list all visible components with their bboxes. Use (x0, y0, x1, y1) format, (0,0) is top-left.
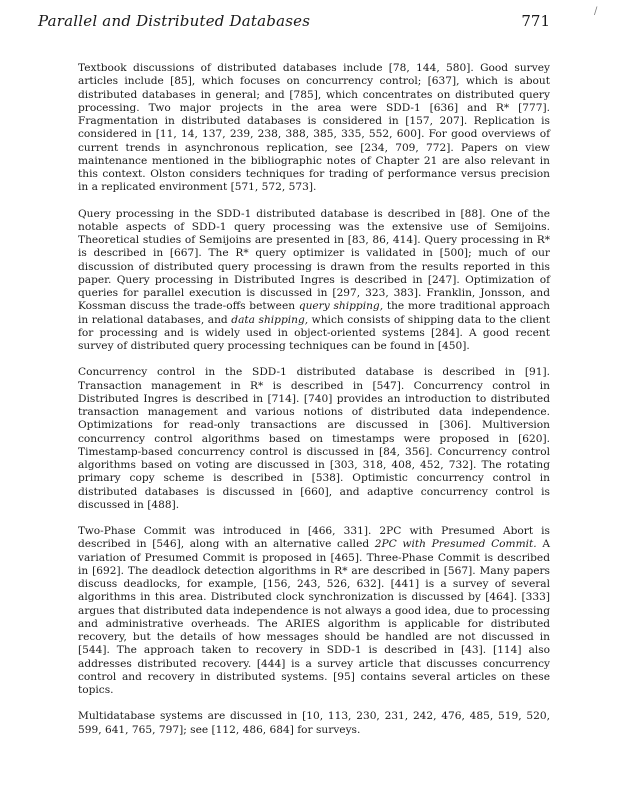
page-header (38, 12, 550, 30)
emphasis-2pc-presumed-commit: 2PC with Presumed Commit. (374, 538, 537, 551)
paragraph-text-segment: which consists of shipping data to the client for processing and is widely used in object-oriented systems [284]. A good recent survey of distributed query processing techniques can be found in [450]. (78, 313, 550, 352)
paragraph-text-segment: Two-Phase Commit was introduced in [466, 331]. 2PC with Presumed Abort is described in [546], along with an alternative called (78, 525, 550, 551)
emphasis-data-shipping: data shipping, (231, 313, 309, 326)
paragraph-text-segment: A variation of Presumed Commit is proposed in [465]. Three-Phase Commit is described in [692]. The deadlock detection algorithms in R* are described in [567]. Many papers discuss deadlocks, for example, [156, 243, 526, 632]. [441] is a survey of several algorithms in this area. Distributed clock synchronization is discussed by [464]. [333] argues that distributed data independence is not always a good idea, due to processing and administrative overheads. The ARIES algorithm is applicable for distributed recovery, but the details of how messages should be handled are not discussed in [544]. The approach taken to recovery in SDD-1 is described in [43]. [114] also addresses distributed recovery. [444] is a survey article that discusses concurrency control and recovery in distributed systems. [95] contains several articles on these topics. (78, 538, 550, 696)
paragraph-distributed-databases-overview: Textbook discussions of distributed databases include [78, 144, 580]. Good survey articles include [85], which focuses on concurrency control; [637], which is about distributed databases in general; and [785], which concentrates on distributed query processing. Two major projects in the area were SDD-1 [636] and R* [777]. Fragmentation in distributed databases is considered in [157, 207]. Replication is considered in [11, 14, 137, 239, 238, 388, 385, 335, 552, 600]. For good overviews of current trends in asynchronous replication, see [234, 709, 772]. Papers on view maintenance mentioned in the bibliographic notes of Chapter 21 are also relevant in this context. Olston considers techniques for trading of performance versus precision in a replicated environment [571, 572, 573]. (78, 62, 550, 194)
paragraph-concurrency-control: Concurrency control in the SDD-1 distributed database is described in [91]. Transaction management in R* is described in [547]. Concurrency control in Distributed Ingres is described in [714]. [740] provides an introduction to distributed transaction management and various notions of distributed data independence. Optimizations for read-only transactions are discussed in [306]. Multiversion concurrency control algorithms based on timestamps were proposed in [620]. Timestamp-based concurrency control is discussed in [84, 356]. Concurrency control algorithms based on voting are discussed in [303, 318, 408, 452, 732]. The rotating primary copy scheme is described in [538]. Optimistic concurrency control in distributed databases is discussed in [660], and adaptive concurrency control is discussed in [488]. (78, 366, 550, 511)
page-number: 771 (521, 12, 550, 30)
bibliographic-notes-body (78, 62, 550, 750)
paragraph-commit-and-recovery (78, 525, 550, 697)
paragraph-text-segment: Query processing in the SDD-1 distributed database is described in [88]. One of the notable aspects of SDD-1 query processing was the extensive use of Semijoins. Theoretical studies of Semijoins are presented in [83, 86, 414]. Query processing in R* is described in [667]. The R* query optimizer is validated in [500]; much of our discussion of distributed query processing is drawn from the results reported in this paper. Query processing in Distributed Ingres is described in [247]. Optimization of queries for parallel execution is discussed in [297, 323, 383]. Franklin, Jonsson, and Kossman discuss the trade-offs between (78, 207, 550, 313)
paragraph-query-processing (78, 208, 550, 354)
margin-mark: / (594, 6, 598, 17)
paragraph-multidatabase-systems: Multidatabase systems are discussed in [10, 113, 230, 231, 242, 476, 485, 519, 520, 599, 641, 765, 797]; see [112, 486, 684] for surveys. (78, 710, 550, 736)
running-title: Parallel and Distributed Databases (38, 12, 311, 30)
emphasis-query-shipping: query shipping, (298, 300, 384, 313)
paragraph-text-segment: the more traditional approach in relational databases, and (78, 300, 550, 326)
